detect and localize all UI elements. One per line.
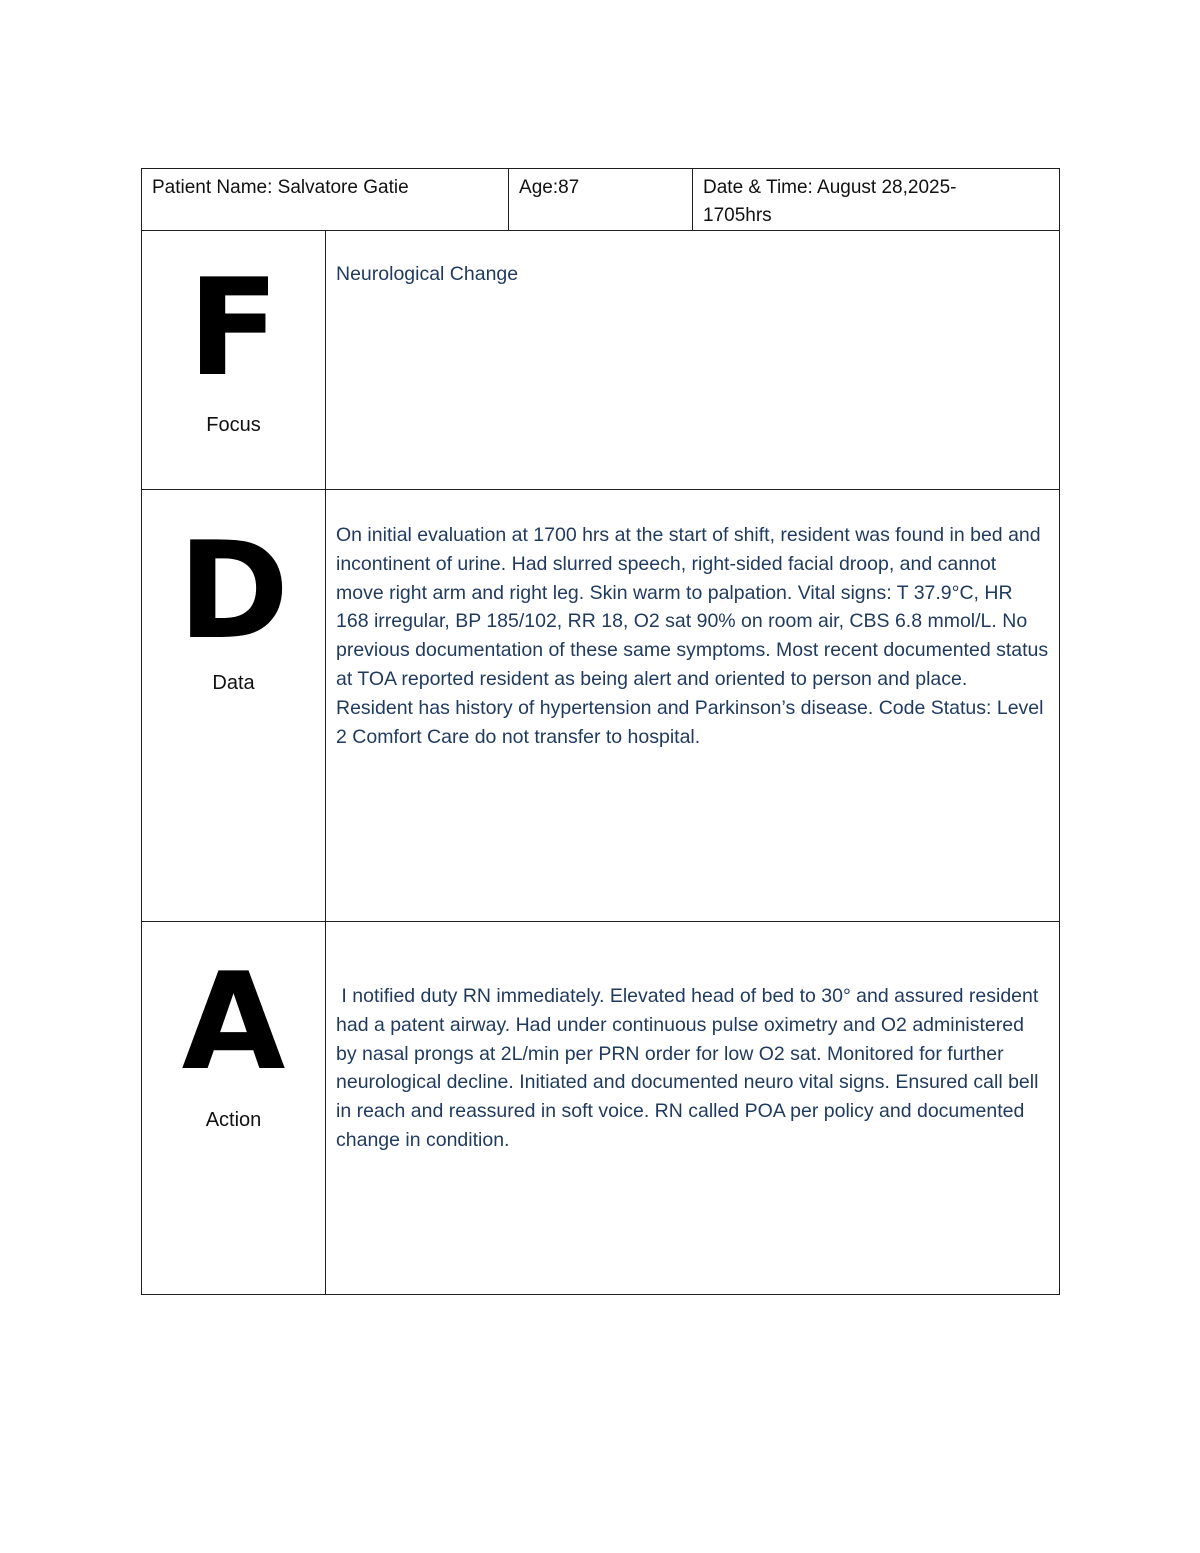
action-letter-cell [142,922,326,1295]
patient-name: Patient Name: Salvatore Gatie [152,177,409,198]
action-content-cell [326,922,1060,1295]
focus-letter-cell [142,231,326,490]
focus-label: Focus [206,414,261,436]
patient-age: Age:87 [519,177,580,198]
focus-charting-table [141,168,1060,1295]
data-content-cell [326,490,1060,922]
action-row [142,922,1060,1295]
date-time-cell [693,169,1060,231]
data-row [142,490,1060,922]
date-time: Date & Time: August 28,2025-1705hrs [703,177,957,226]
data-label: Data [212,672,255,694]
data-letter-cell [142,490,326,922]
data-letter: D [177,513,290,669]
patient-name-cell [142,169,509,231]
action-text: I notified duty RN immediately. Elevated head of bed to 30° and assured resident had a patent airway. Had under continuous pulse oximetry and O2 administered by nasal prongs at 2L/min per PRN order for low O2 sat. Monitored for further neurological decline. Initiated and documented neuro vital signs. Ensured call bell in reach and reassured in soft voice. RN called POA per policy and documented change in condition. [336,985,1044,1151]
focus-row [142,231,1060,490]
focus-letter: F [187,250,280,406]
header-row [142,169,1060,231]
action-label: Action [205,1109,262,1131]
focus-text: Neurological Change [336,263,519,285]
focus-content-cell [326,231,1060,490]
data-text: On initial evaluation at 1700 hrs at the start of shift, resident was found in bed and incontinent of urine. Had slurred speech, right-sided facial droop, and cannot move right arm and right leg. Skin warm to palpation. Vital signs: T 37.9°C, HR 168 irregular, BP 185/102, RR 18, O2 sat 90% on room air, CBS 6.8 mmol/L. No previous documentation of these same symptoms. Most recent documented status at TOA reported resident as being alert and oriented to person and place. Resident has history of hypertension and Parkinson’s disease. Code Status: Level 2 Comfort Care do not transfer to hospital. [336,524,1049,748]
age-cell [509,169,693,231]
action-letter: A [181,944,286,1100]
